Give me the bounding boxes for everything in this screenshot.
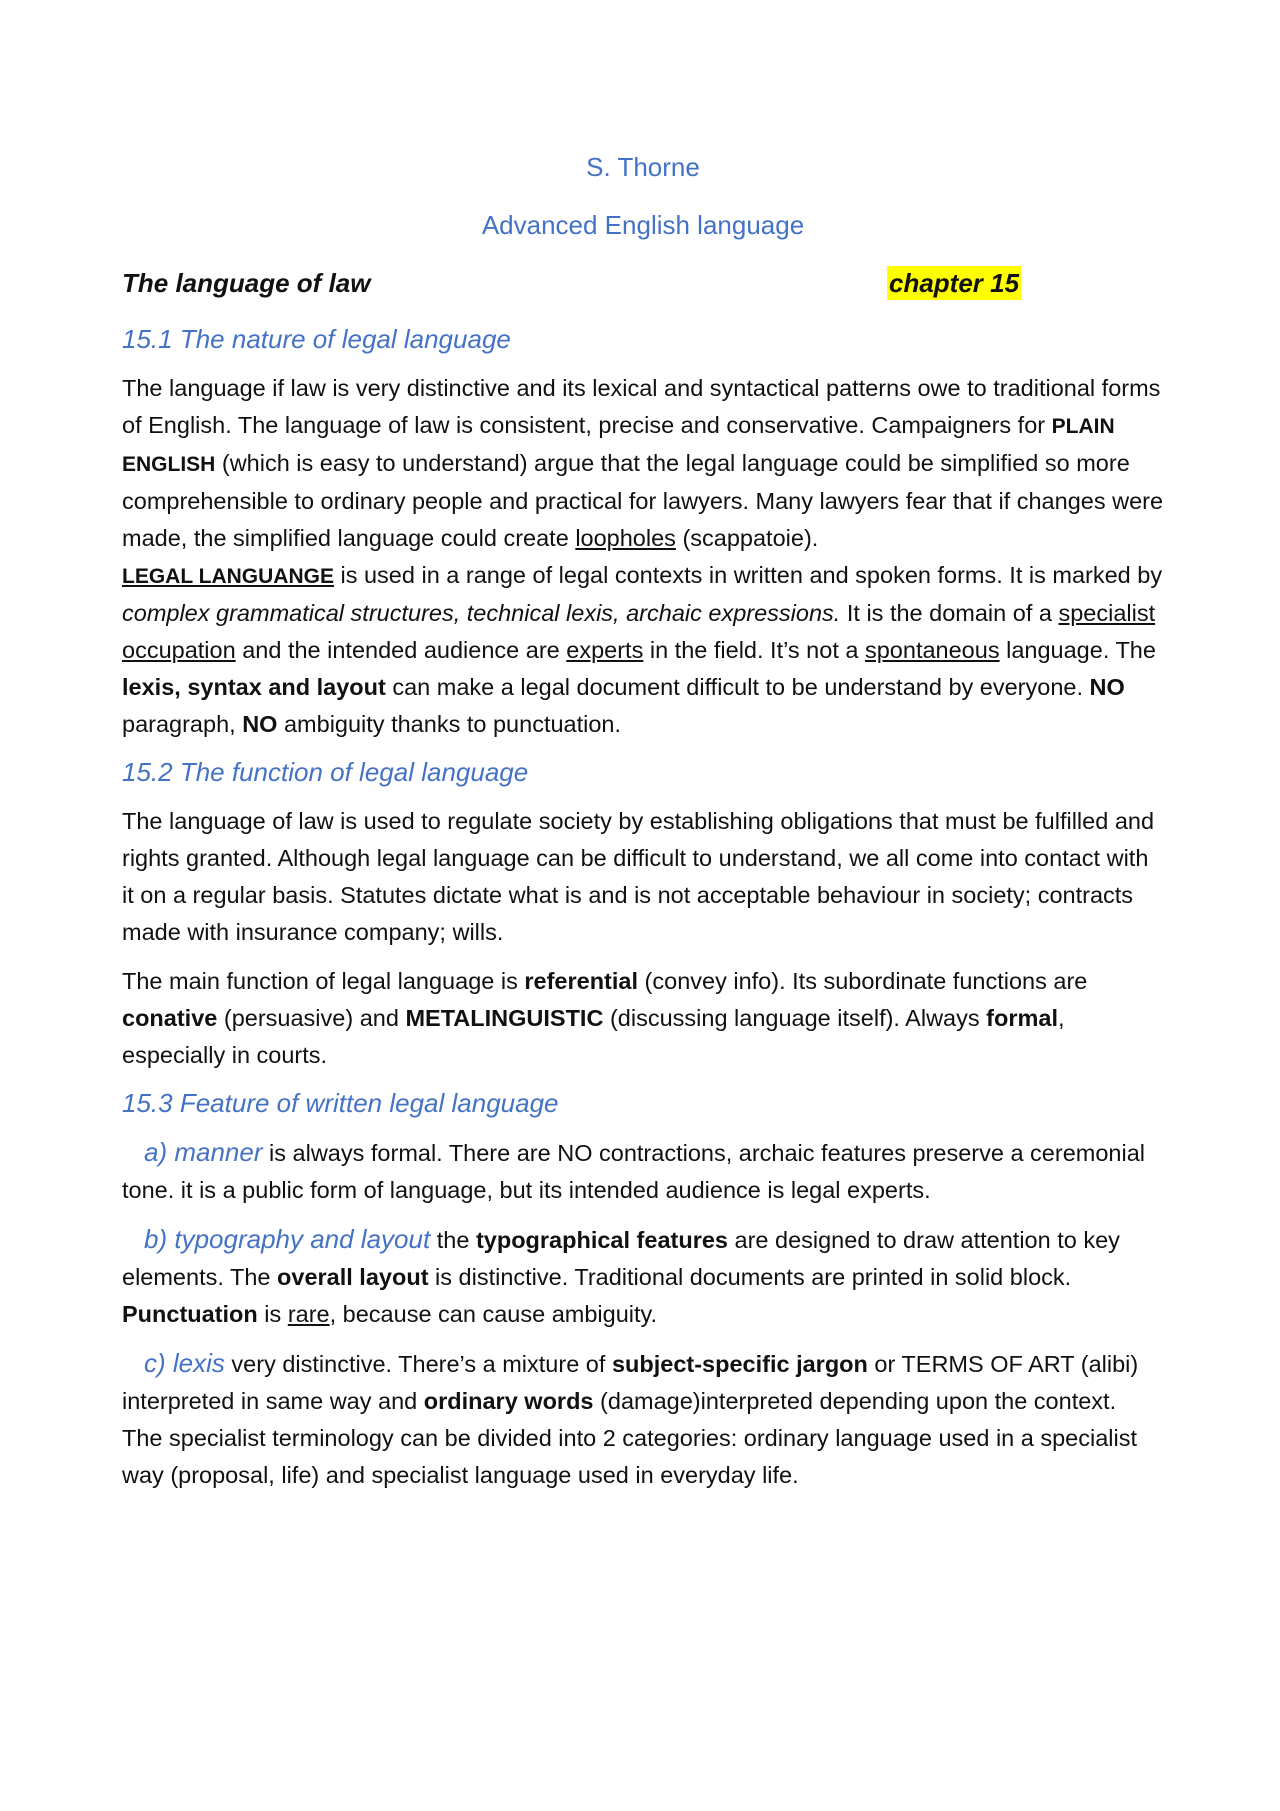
section-heading-15-3: 15.3 Feature of written legal language: [122, 1088, 559, 1118]
underlined-term: spontaneous: [864, 637, 1000, 663]
text-run: (scappatoie).: [675, 525, 819, 551]
bold-term: typographical features: [475, 1227, 728, 1253]
bold-term: lexis, syntax and layout: [122, 674, 386, 700]
feature-label: a) manner: [144, 1137, 263, 1167]
text-run: in the field. It’s not a: [643, 637, 865, 663]
course-title: Advanced English language: [481, 210, 805, 240]
text-run: The language if law is very distinctive and its lexical and syntactical patterns owe to traditional forms of English. The language of law is consistent, precise and conservative. Campaigners for: [122, 375, 1161, 438]
bold-term: NO: [242, 711, 278, 737]
text-run: can make a legal document difficult to be understand by everyone.: [385, 674, 1090, 700]
bold-term: ordinary words: [423, 1388, 594, 1414]
text-run: language. The: [999, 637, 1156, 663]
text-run: (damage)interpreted depending upon the context.: [593, 1388, 1117, 1414]
text-run: (discussing language itself). Always: [603, 1005, 987, 1031]
loopholes-term: loopholes: [575, 525, 676, 551]
chapter-label: chapter 15: [889, 268, 1020, 298]
title-bar: [122, 266, 1164, 300]
document-body: [122, 322, 1164, 1506]
text-run: are designed to draw attention to key elements. The: [122, 1227, 1120, 1290]
text-run: is always formal. There are NO contractions, archaic features preserve a ceremonial tone. it is a public form of language, but its intended audience is legal experts.: [122, 1140, 1145, 1203]
plain-english-term: PLAIN ENGLISH: [122, 415, 1115, 476]
text-run: very distinctive. There’s a mixture of: [224, 1351, 612, 1377]
feature-label: b) typography and layout: [144, 1224, 431, 1254]
text-run: and the intended audience are: [235, 637, 567, 663]
text-run: is used in a range of legal contexts in written and spoken forms. It is marked by: [333, 562, 1163, 588]
paragraph-function-2: [122, 963, 1164, 1074]
document-title: The language of law: [122, 268, 371, 298]
text-run: the: [430, 1227, 476, 1253]
bold-term: referential: [524, 968, 639, 994]
paragraph-nature-2: [122, 557, 1164, 743]
feature-lexis: [122, 1345, 1164, 1420]
legal-language-term: LEGAL LANGUANGE: [122, 565, 334, 588]
text-run: It is the domain of a: [840, 600, 1059, 626]
underlined-term: experts: [566, 637, 644, 663]
paragraph-function-1: The language of law is used to regulate society by establishing obligations that must be fulfilled and rights granted. Although legal language can be difficult to understand, we all come into contact with it on a regular basis. Statutes dictate what is and is not acceptable behaviour in society; contracts made with insurance company; wills.: [122, 808, 1155, 945]
section-heading-15-2: 15.2 The function of legal language: [122, 757, 529, 787]
text-run: paragraph,: [122, 711, 243, 737]
bold-term: formal: [986, 1005, 1058, 1031]
text-run: is distinctive. Traditional documents are printed in solid block.: [428, 1264, 1072, 1290]
italic-phrase: complex grammatical structures, technical lexis, archaic expressions.: [122, 600, 841, 626]
specialist-terminology-paragraph: The specialist terminology can be divided into 2 categories: ordinary language used in a specialist way (proposal, life) and specialist language used in everyday life.: [122, 1425, 1138, 1488]
feature-manner: [122, 1134, 1164, 1209]
section-heading-15-1: 15.1 The nature of legal language: [122, 324, 511, 354]
bold-term: Punctuation: [122, 1301, 258, 1327]
text-run: , especially in courts.: [122, 1005, 1065, 1068]
paragraph-nature-1: [122, 370, 1164, 557]
text-run: The main function of legal language is: [122, 968, 525, 994]
bold-term: overall layout: [277, 1264, 429, 1290]
bold-term: METALINGUISTIC: [405, 1005, 604, 1031]
text-run: or TERMS OF ART (alibi) interpreted in same way and: [122, 1351, 1139, 1414]
author-name: S. Thorne: [586, 152, 700, 182]
underlined-term: rare: [287, 1301, 330, 1327]
text-run: (which is easy to understand) argue that the legal language could be simplified so more comprehensible to ordinary people and practical for lawyers. Many lawyers fear that if changes were made, the simplified language could create: [122, 450, 1164, 551]
bold-term: NO: [1089, 674, 1125, 700]
feature-typography: [122, 1221, 1164, 1333]
text-run: , because can cause ambiguity.: [329, 1301, 658, 1327]
text-run: is: [257, 1301, 288, 1327]
text-run: ambiguity thanks to punctuation.: [277, 711, 622, 737]
text-run: (convey info). Its subordinate functions are: [638, 968, 1088, 994]
feature-label: c) lexis: [144, 1348, 225, 1378]
bold-term: subject-specific jargon: [611, 1351, 868, 1377]
bold-term: conative: [122, 1005, 218, 1031]
text-run: (persuasive) and: [217, 1005, 406, 1031]
underlined-term: specialist occupation: [122, 600, 1156, 663]
